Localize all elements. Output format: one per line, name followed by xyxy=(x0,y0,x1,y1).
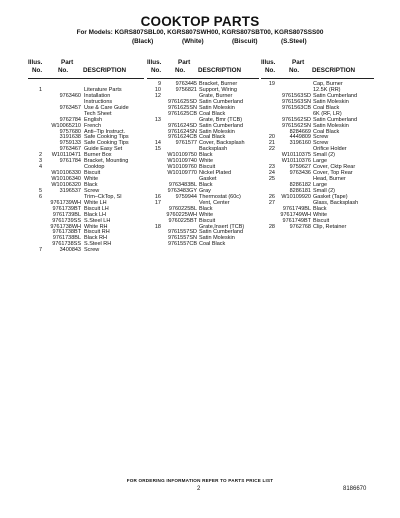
part-description: Orifice Holder xyxy=(313,146,347,153)
part-description: Clip, Retainer xyxy=(313,223,347,230)
part-number: 8284669 xyxy=(289,128,311,135)
part-description: White RH xyxy=(84,223,108,230)
header-part-no: No. xyxy=(58,67,69,74)
header-illus: Illus. xyxy=(147,59,162,66)
part-number: 3196537 xyxy=(59,187,81,194)
part-number: 9763445 xyxy=(175,81,197,87)
part-description: Burner Box xyxy=(84,152,112,159)
illus-number: 6 xyxy=(38,193,42,200)
model-numbers: For Models: KGRS807SBL00, KGRS807SWH00, KGRS807SBT00, KGRS807SSS00 xyxy=(76,29,324,36)
part-description: Biscuit LH xyxy=(84,205,109,212)
illus-number: 24 xyxy=(268,170,275,177)
part-description: Safe Cooking Tips xyxy=(84,134,129,141)
part-description: Bracket, Mounting xyxy=(84,158,129,165)
part-description: Satin Moleskin xyxy=(313,98,349,105)
part-number: 9762768 xyxy=(289,223,311,230)
part-description: Use & Care Guide xyxy=(84,104,129,111)
part-description: Screw xyxy=(313,140,329,147)
part-description: French xyxy=(84,122,102,129)
part-number: W10106320 xyxy=(51,181,81,188)
part-description: S.Steel LH xyxy=(84,217,111,224)
part-number: 9759627 xyxy=(289,164,311,171)
part-description: Installation xyxy=(84,92,111,99)
part-description: Literature Parts xyxy=(84,86,122,93)
part-description: Biscuit xyxy=(84,170,101,177)
illus-number: 17 xyxy=(154,199,161,206)
color-label-steel: (S.Steel) xyxy=(281,38,307,45)
part-number: 9761624SD xyxy=(167,122,197,129)
header-illus-no: No. xyxy=(265,67,276,74)
illus-number: 22 xyxy=(268,146,275,153)
illus-number: 7 xyxy=(38,247,42,254)
part-number: 9759944 xyxy=(175,193,197,200)
part-description: Black RH xyxy=(84,235,107,242)
part-description: Black LH xyxy=(84,211,107,218)
illus-number: 1 xyxy=(38,86,42,93)
part-number: 9761739BT xyxy=(52,205,81,212)
part-description: Satin Cumberland xyxy=(199,122,244,129)
part-number: W10110471 xyxy=(51,152,81,159)
illus-number: 20 xyxy=(268,134,275,141)
part-description: Satin Moleskin xyxy=(199,235,235,242)
part-description: Trim–CkTop, SI xyxy=(84,193,122,200)
part-description: Biscuit xyxy=(313,217,330,224)
column-header xyxy=(28,59,144,81)
part-number: W10106340 xyxy=(51,176,81,182)
header-part-no: No. xyxy=(289,67,300,74)
illus-number: 15 xyxy=(154,146,161,153)
part-number: W10109920 xyxy=(281,193,311,200)
part-number: 9761749BT xyxy=(282,217,311,224)
part-number: 9763457 xyxy=(59,104,81,111)
color-label-black: (Black) xyxy=(132,38,154,45)
header-illus-no: No. xyxy=(32,67,43,74)
part-description: English xyxy=(84,116,103,123)
header-rule xyxy=(147,78,259,79)
part-number: 9761563SN xyxy=(281,98,311,105)
parts-rows xyxy=(147,81,259,247)
part-description: Nickel Plated xyxy=(199,170,232,177)
color-label-biscuit: (Biscuit) xyxy=(232,38,258,45)
part-description: White xyxy=(84,176,99,182)
part-description: Cooktop xyxy=(84,164,105,171)
part-number: 9761562SD xyxy=(281,116,311,123)
parts-column-2 xyxy=(147,59,259,247)
part-number: W10110376 xyxy=(281,158,311,165)
part-description: Instructions xyxy=(84,98,113,105)
part-description: Satin Moleskin xyxy=(199,128,235,135)
part-number: W10110375 xyxy=(281,152,311,159)
part-description: Satin Cumberland xyxy=(199,229,244,236)
part-description: Large xyxy=(313,158,328,165)
illus-number: 12 xyxy=(154,92,161,99)
part-description: White LH xyxy=(84,199,107,206)
illus-number: 25 xyxy=(268,176,275,182)
part-description: Gray xyxy=(199,187,211,194)
part-row xyxy=(261,224,374,230)
part-description: Head, Burner xyxy=(313,176,346,182)
part-number: 9761563CB xyxy=(281,104,311,111)
part-description: Coal Black xyxy=(313,104,340,111)
header-part-no: No. xyxy=(175,67,186,74)
part-number: 9761739BL xyxy=(52,211,81,218)
part-description: Cover, Backsplash xyxy=(199,140,245,147)
illus-number: 23 xyxy=(268,164,275,171)
part-row xyxy=(28,247,144,253)
illus-number: 3 xyxy=(38,158,42,165)
illus-number: 4 xyxy=(38,164,42,171)
parts-rows xyxy=(261,81,374,229)
part-number: 9761738WH xyxy=(50,223,81,230)
header-illus: Illus. xyxy=(261,59,276,66)
header-rule xyxy=(28,78,144,79)
part-number: 9761739SS xyxy=(52,217,81,224)
part-description: Coal Black xyxy=(199,134,226,141)
part-description: Glass, Backsplash xyxy=(313,199,359,206)
part-number: W10109760 xyxy=(167,164,197,171)
part-description: Satin Moleskin xyxy=(199,104,235,111)
part-number: 9760225WH xyxy=(166,211,197,218)
part-description: Cover, Top Rear xyxy=(313,170,353,177)
column-header xyxy=(261,59,374,81)
part-number: 3196160 xyxy=(289,140,311,147)
header-illus: Illus. xyxy=(28,59,43,66)
part-number: 9756821 xyxy=(175,86,197,93)
part-number: 9761557SD xyxy=(167,229,197,236)
part-description: Vent, Center xyxy=(199,199,230,206)
part-description: Grate, Burner xyxy=(199,92,233,99)
part-number: 9761563SD xyxy=(281,92,311,99)
parts-rows xyxy=(28,81,144,253)
part-description: Cover, Cktp Rear xyxy=(313,164,356,171)
header-part: Part xyxy=(292,59,305,66)
part-description: Satin Cumberland xyxy=(313,116,358,123)
illus-number: 13 xyxy=(154,116,161,123)
part-description: Grate, Bmr (TCB) xyxy=(199,116,243,123)
part-description: Black xyxy=(199,152,213,159)
part-number: W10106330 xyxy=(51,170,81,177)
part-description: Screw xyxy=(84,187,100,194)
part-number: 9761738BT xyxy=(52,229,81,236)
illus-number: 18 xyxy=(154,223,161,230)
part-description: Black xyxy=(313,205,327,212)
part-number: 9761749WH xyxy=(280,211,311,218)
header-description: DESCRIPTION xyxy=(83,67,127,74)
part-description: Black xyxy=(199,181,213,188)
color-label-white: (White) xyxy=(182,38,204,45)
header-part: Part xyxy=(178,59,191,66)
part-description: Biscuit xyxy=(199,217,216,224)
part-description: Support, Wiring xyxy=(199,86,237,93)
illus-number: 5 xyxy=(38,187,42,194)
page-number: 2 xyxy=(197,486,201,492)
header-description: DESCRIPTION xyxy=(198,67,242,74)
part-number: 9759133 xyxy=(59,140,81,147)
part-number: 9757680 xyxy=(59,128,81,135)
part-description: Grate,Insert (TCB) xyxy=(199,223,245,230)
part-description: White xyxy=(199,211,214,218)
part-description: Small (2) xyxy=(313,187,336,194)
part-number: 9761739WH xyxy=(50,199,81,206)
header-rule xyxy=(261,78,374,79)
part-description: Gasket xyxy=(199,176,217,182)
part-description: Small (2) xyxy=(313,152,336,159)
part-description: Satin Cumberland xyxy=(199,98,244,105)
part-number: 4449809 xyxy=(289,134,311,141)
part-number: 9761625CB xyxy=(167,110,197,117)
part-number: 3191638 xyxy=(59,134,81,141)
column-header xyxy=(147,59,259,81)
part-number: 9760225BT xyxy=(168,217,197,224)
part-description: S.Steel RH xyxy=(84,241,112,248)
part-description: Black xyxy=(84,181,98,188)
part-description: Anti–Tip Instruct. xyxy=(84,128,126,135)
part-number: 9760225BL xyxy=(168,205,197,212)
part-number: 9761624CB xyxy=(167,134,197,141)
part-description: Bracket, Burner xyxy=(199,81,238,87)
part-description: Tech Sheet xyxy=(84,110,112,117)
part-description: Biscuit RH xyxy=(84,229,110,236)
part-description: Gasket (Tape) xyxy=(313,193,348,200)
part-row xyxy=(147,241,259,247)
part-number: 9763460 xyxy=(59,92,81,99)
part-description: 12.5K (RR) xyxy=(313,86,341,93)
illus-number: 9 xyxy=(157,81,161,87)
part-description: Backsplash xyxy=(199,146,228,153)
illus-number: 2 xyxy=(38,152,42,159)
part-number: 9761557SN xyxy=(167,235,197,242)
part-description: Satin Cumberland xyxy=(313,92,358,99)
header-description: DESCRIPTION xyxy=(312,67,356,74)
illus-number: 21 xyxy=(268,140,275,147)
part-description: Satin Moleskin xyxy=(313,122,349,129)
part-number: 9761577 xyxy=(175,140,197,147)
part-number: 9761624SN xyxy=(167,128,197,135)
part-description: Black xyxy=(199,205,213,212)
part-description: Biscuit xyxy=(199,164,216,171)
part-number: W10109770 xyxy=(167,170,197,177)
part-number: 9761749BL xyxy=(282,205,311,212)
part-number: 9763483GY xyxy=(167,187,197,194)
page-title: COOKTOP PARTS xyxy=(140,14,260,29)
part-description: Safe Cooking Tips xyxy=(84,140,129,147)
part-number: 9761625SD xyxy=(167,98,197,105)
part-description: Coal Black xyxy=(313,128,340,135)
part-number: W10109750 xyxy=(167,152,197,159)
part-number: 9763483BL xyxy=(168,181,197,188)
part-number: 8286182 xyxy=(289,181,311,188)
part-number: 9761738SS xyxy=(52,241,81,248)
part-number: 3400843 xyxy=(59,247,81,254)
part-number: 9761562SN xyxy=(281,122,311,129)
part-description: 6K (RF, LR) xyxy=(313,110,342,117)
part-number: 9763467 xyxy=(59,146,81,153)
header-illus-no: No. xyxy=(151,67,162,74)
part-description: Screw xyxy=(313,134,329,141)
illus-number: 19 xyxy=(268,81,275,87)
illus-number: 16 xyxy=(154,193,161,200)
parts-column-3 xyxy=(261,59,374,229)
part-number: 9761738BL xyxy=(52,235,81,242)
part-description: Large xyxy=(313,181,328,188)
illus-number: 28 xyxy=(268,223,275,230)
part-description: Guide Easy Set xyxy=(84,146,123,153)
illus-number: 27 xyxy=(268,199,275,206)
part-description: Screw xyxy=(84,247,100,254)
header-part: Part xyxy=(61,59,74,66)
part-number: W10065210 xyxy=(51,122,81,129)
part-description: Thermostat (60c) xyxy=(199,193,241,200)
part-description: White xyxy=(199,158,214,165)
part-description: Cap, Burner xyxy=(313,81,343,87)
part-number: 9761557CB xyxy=(167,241,197,248)
illus-number: 26 xyxy=(268,193,275,200)
ordering-footer-note: FOR ORDERING INFORMATION REFER TO PARTS PRICE LIST xyxy=(126,478,274,483)
part-description: Coal Black xyxy=(199,110,226,117)
illus-number: 10 xyxy=(154,86,161,93)
part-description: White xyxy=(313,211,328,218)
part-number: 8286181 xyxy=(289,187,311,194)
part-description: Coal Black xyxy=(199,241,226,248)
part-number: 9761625SN xyxy=(167,104,197,111)
parts-column-1 xyxy=(28,59,144,253)
part-number: 9761784 xyxy=(59,158,81,165)
part-number: 9763436 xyxy=(289,170,311,177)
part-number: 9762784 xyxy=(59,116,81,123)
part-number: W10109740 xyxy=(167,158,197,165)
document-number: 8186670 xyxy=(343,486,367,492)
illus-number: 14 xyxy=(154,140,161,147)
